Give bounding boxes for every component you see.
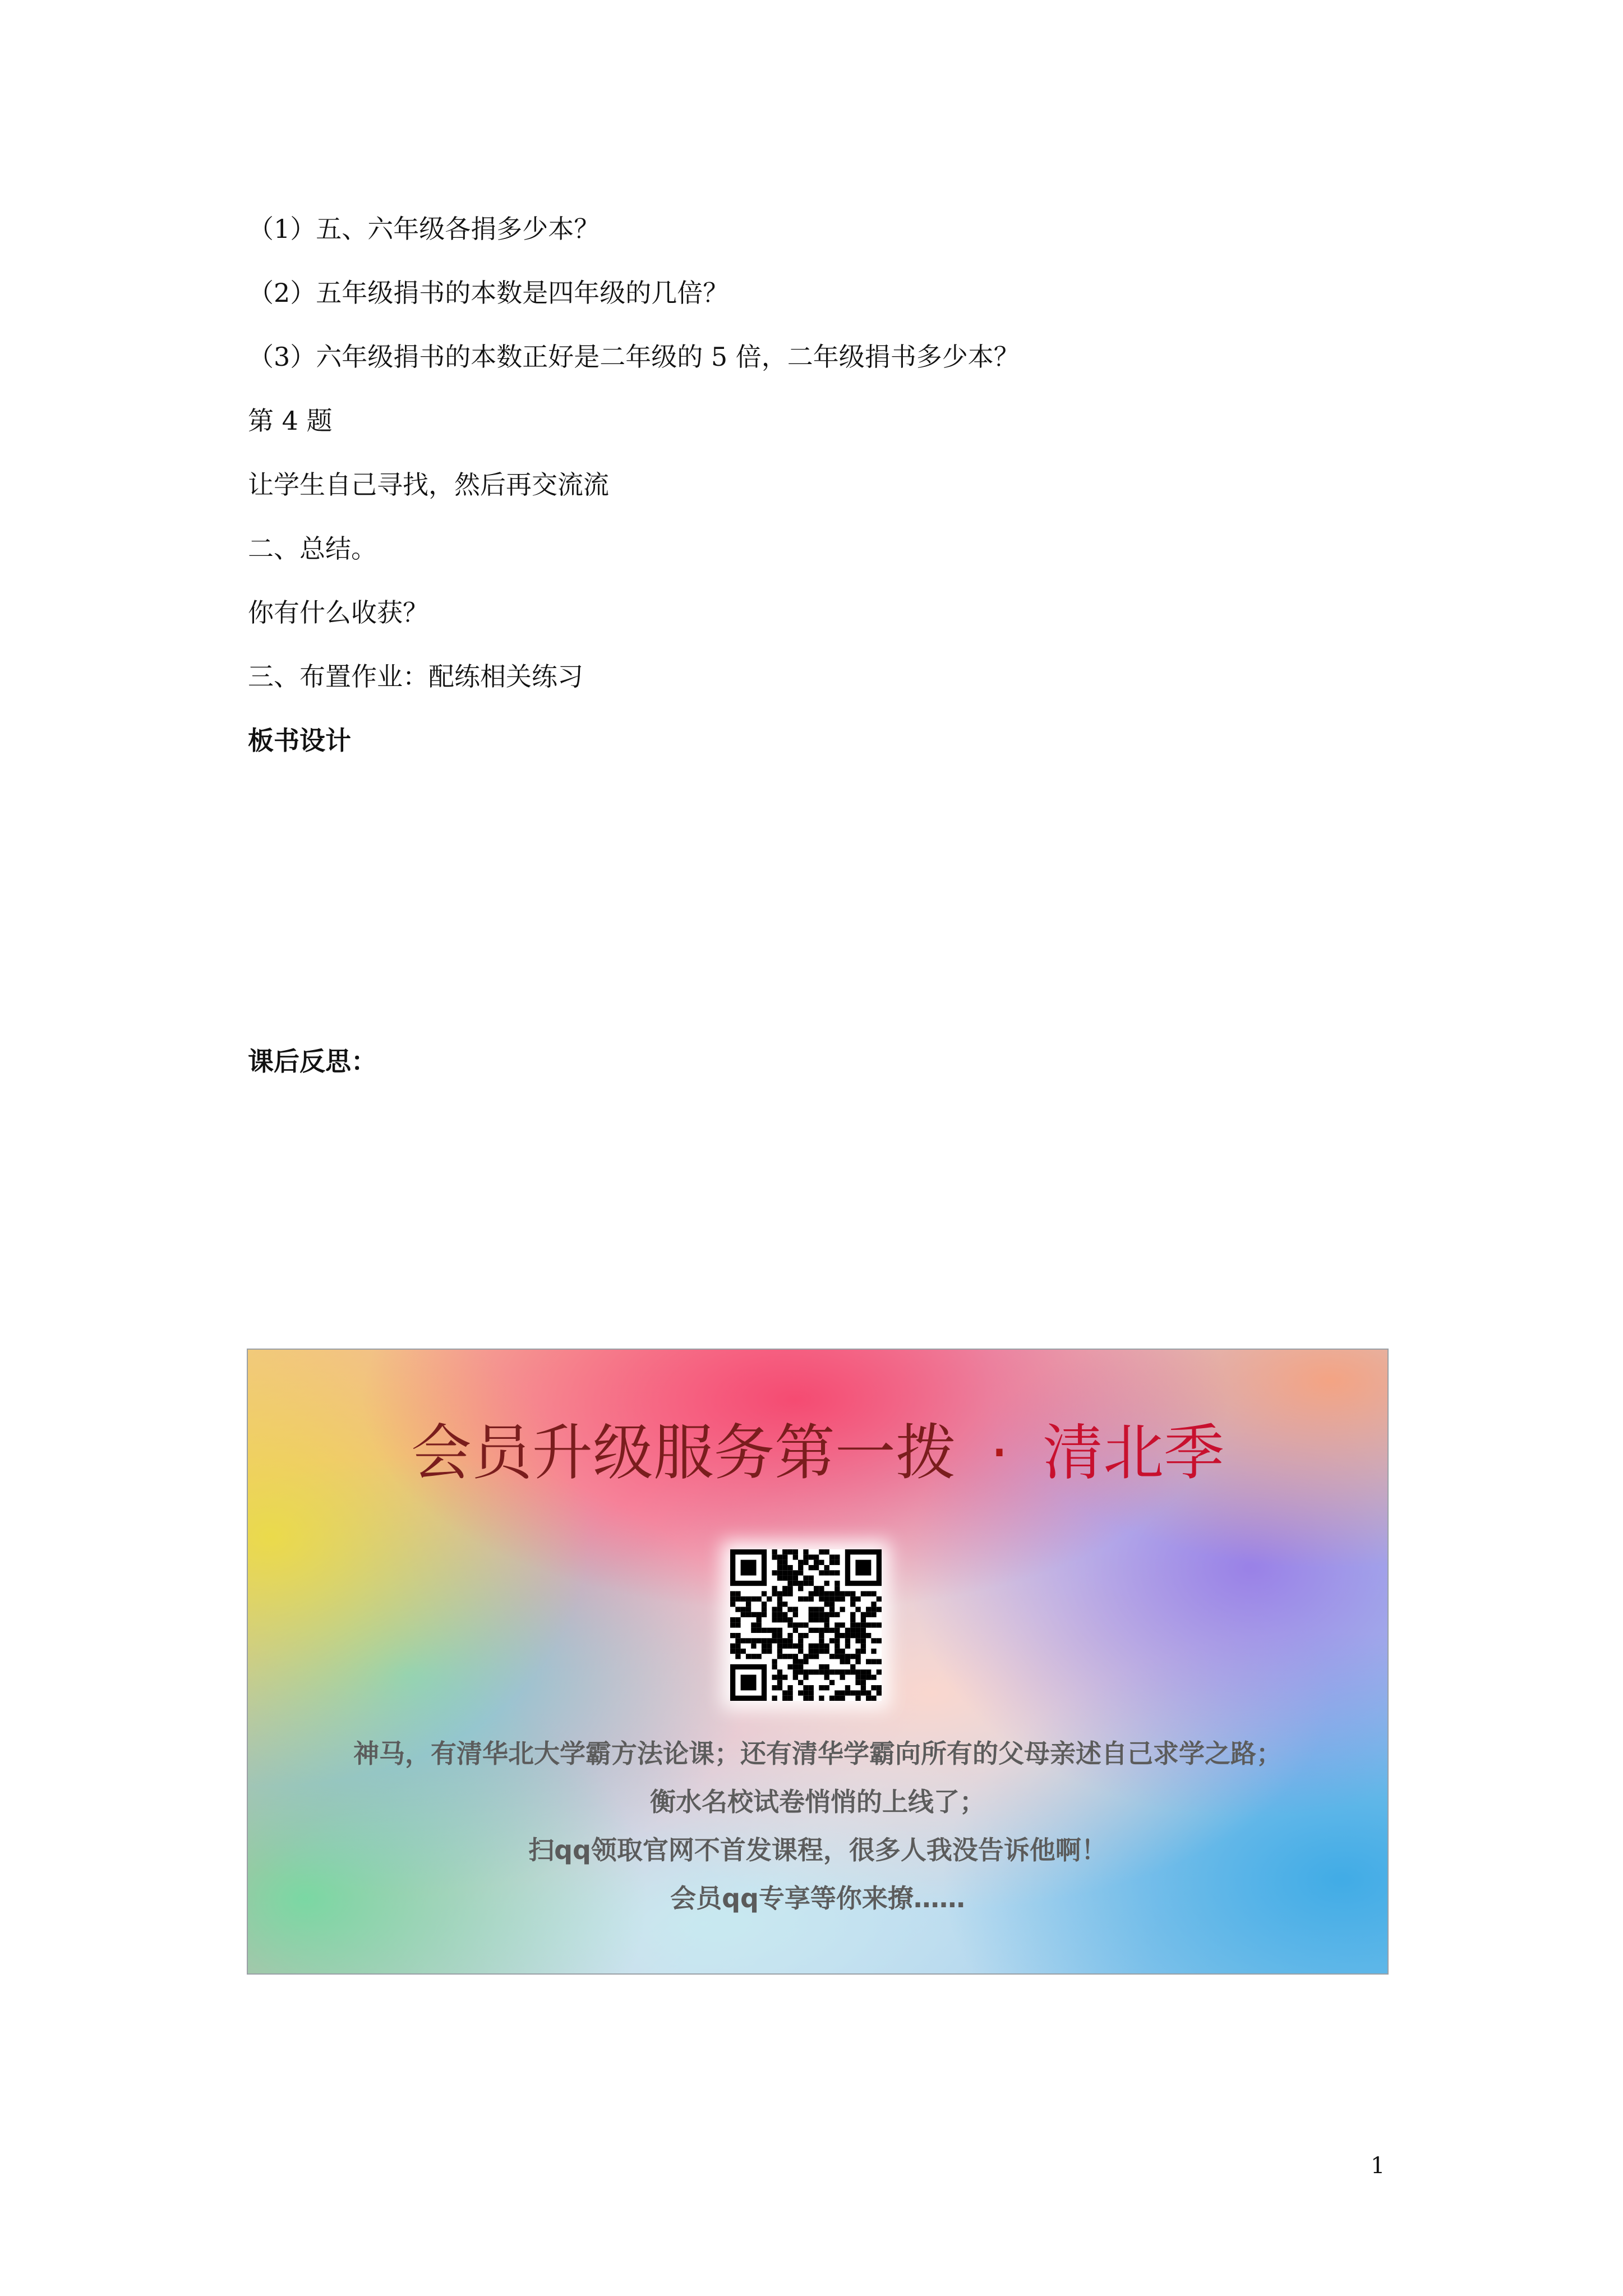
reflection-heading: 课后反思： — [248, 1046, 377, 1076]
question-3: （3）六年级捐书的本数正好是二年级的 5 倍，二年级捐书多少本？ — [248, 342, 1020, 372]
banner-line-1: 神马，有清华北大学霸方法论课；还有清华学霸向所有的父母亲述自己求学之路； — [353, 1738, 1282, 1769]
banner-title — [248, 1417, 1387, 1490]
banner-title-main: 会员升级服务第一拨 — [411, 1418, 956, 1488]
banner-line-4: 会员qq专享等你来撩…… — [670, 1883, 965, 1913]
banner-title-separator: · — [989, 1418, 1009, 1488]
summary-title: 二、总结。 — [248, 533, 377, 564]
banner-line-2: 衡水名校试卷悄悄的上线了； — [650, 1787, 985, 1817]
promo-banner[interactable] — [247, 1349, 1389, 1975]
page-number: 1 — [1371, 2153, 1385, 2179]
banner-line-3: 扫qq领取官网不首发课程，很多人我没告诉他啊！ — [528, 1835, 1107, 1865]
summary-question: 你有什么收获？ — [248, 597, 428, 628]
question-2: （2）五年级捐书的本数是四年级的几倍？ — [248, 278, 729, 308]
homework-line: 三、布置作业：配练相关练习 — [248, 661, 583, 692]
board-design-heading: 板书设计 — [248, 725, 351, 756]
banner-title-brand: 清北季 — [1043, 1418, 1225, 1488]
question-1: （1）五、六年级各捐多少本？ — [248, 214, 600, 244]
qr-code-icon[interactable] — [730, 1549, 882, 1701]
qr-code-graphic — [730, 1549, 882, 1701]
item-4-text: 让学生自己寻找，然后再交流流 — [248, 470, 609, 500]
item-4-title: 第 4 题 — [248, 406, 333, 436]
